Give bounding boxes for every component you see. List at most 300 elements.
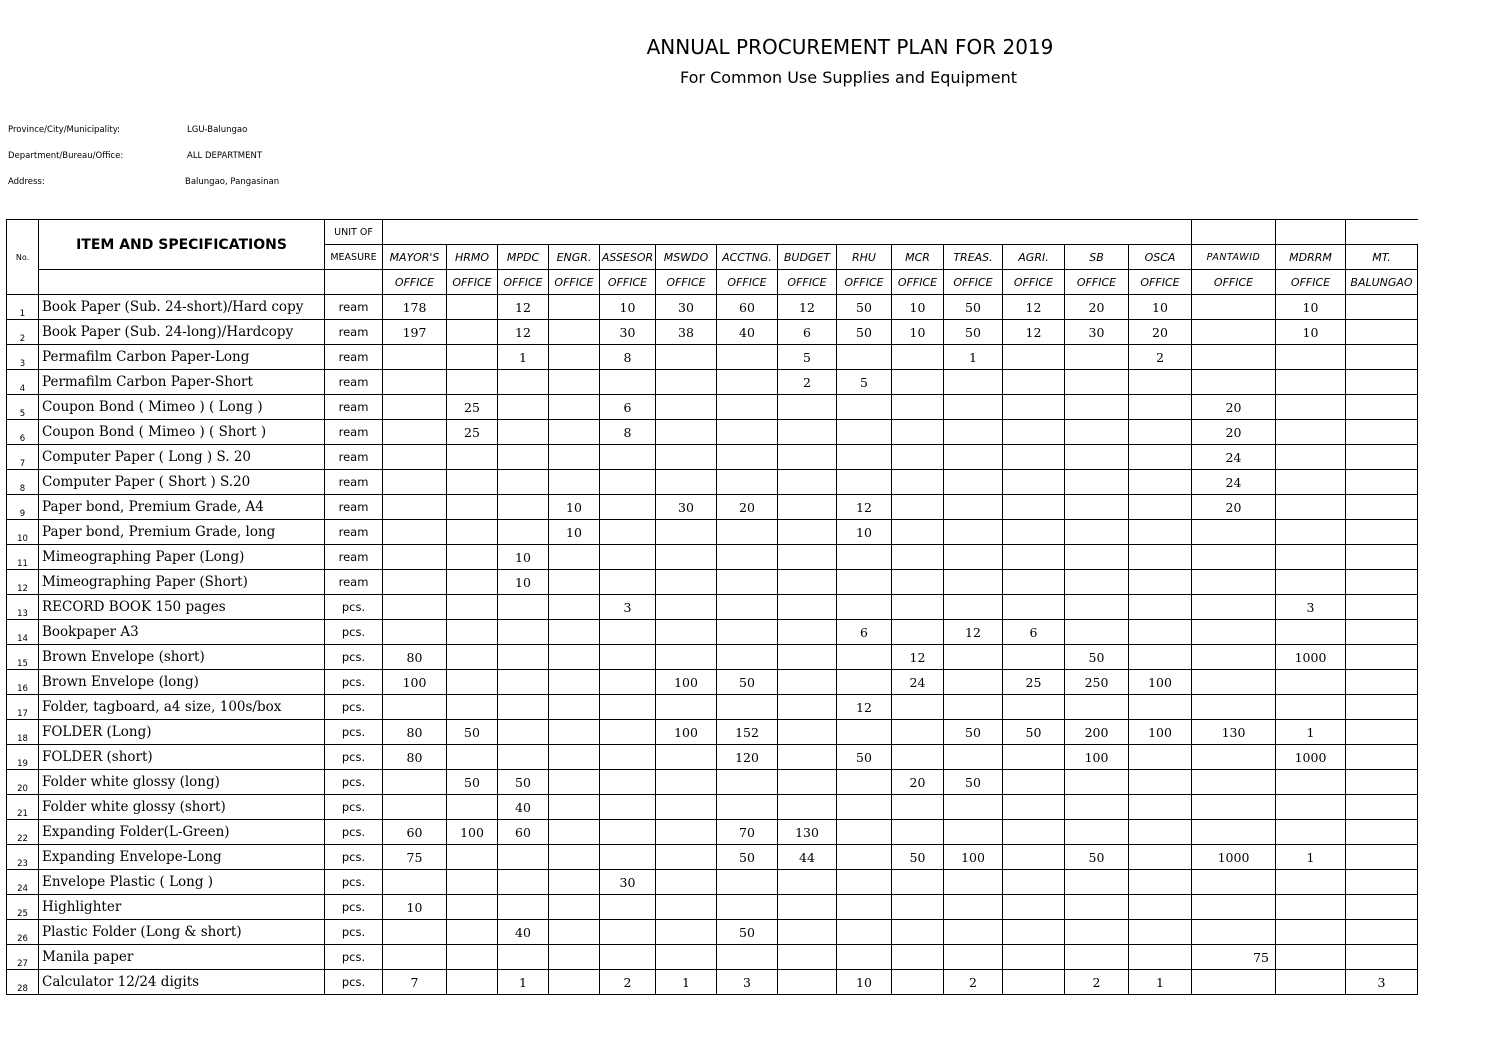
quantity-cell: 30 bbox=[1065, 320, 1129, 345]
quantity-cell bbox=[1003, 820, 1065, 845]
quantity-cell bbox=[498, 595, 549, 620]
quantity-cell: 1000 bbox=[1192, 845, 1276, 870]
quantity-cell bbox=[1192, 320, 1276, 345]
table-row bbox=[7, 770, 1418, 795]
quantity-cell: 40 bbox=[498, 795, 549, 820]
unit-of-measure: pcs. bbox=[325, 895, 383, 920]
quantity-cell bbox=[717, 545, 778, 570]
quantity-cell bbox=[600, 645, 656, 670]
quantity-cell: 50 bbox=[1065, 845, 1129, 870]
quantity-cell: 12 bbox=[837, 495, 892, 520]
header-office-1-bottom: OFFICE bbox=[447, 270, 498, 295]
quantity-cell: 50 bbox=[837, 745, 892, 770]
quantity-cell bbox=[892, 870, 944, 895]
quantity-cell bbox=[656, 395, 717, 420]
unit-of-measure: pcs. bbox=[325, 670, 383, 695]
quantity-cell bbox=[1065, 820, 1129, 845]
quantity-cell: 30 bbox=[600, 870, 656, 895]
quantity-cell bbox=[892, 920, 944, 945]
row-number: 7 bbox=[7, 445, 39, 470]
quantity-cell bbox=[447, 795, 498, 820]
quantity-cell bbox=[944, 895, 1003, 920]
table-row bbox=[7, 445, 1418, 470]
unit-of-measure: ream bbox=[325, 570, 383, 595]
unit-of-measure: ream bbox=[325, 395, 383, 420]
item-name: Envelope Plastic ( Long ) bbox=[39, 870, 325, 895]
quantity-cell: 50 bbox=[892, 845, 944, 870]
quantity-cell bbox=[892, 945, 944, 970]
quantity-cell: 1 bbox=[944, 345, 1003, 370]
quantity-cell: 50 bbox=[1065, 645, 1129, 670]
quantity-cell bbox=[383, 545, 447, 570]
meta-value-address: Balungao, Pangasinan bbox=[185, 177, 280, 187]
quantity-cell bbox=[1065, 420, 1129, 445]
quantity-cell bbox=[1129, 595, 1192, 620]
row-number: 4 bbox=[7, 370, 39, 395]
quantity-cell: 10 bbox=[1129, 295, 1192, 320]
table-row bbox=[7, 870, 1418, 895]
quantity-cell bbox=[600, 720, 656, 745]
quantity-cell bbox=[837, 470, 892, 495]
quantity-cell bbox=[778, 595, 837, 620]
quantity-cell bbox=[1129, 920, 1192, 945]
unit-of-measure: pcs. bbox=[325, 945, 383, 970]
quantity-cell bbox=[892, 695, 944, 720]
quantity-cell bbox=[778, 470, 837, 495]
quantity-cell bbox=[717, 370, 778, 395]
quantity-cell: 10 bbox=[549, 495, 600, 520]
quantity-cell bbox=[1129, 470, 1192, 495]
quantity-cell bbox=[1065, 870, 1129, 895]
header-pantawid-band bbox=[1192, 220, 1276, 245]
quantity-cell: 3 bbox=[1276, 595, 1346, 620]
header-office-4-top: ASSESOR bbox=[600, 245, 656, 270]
quantity-cell bbox=[837, 795, 892, 820]
quantity-cell bbox=[1129, 895, 1192, 920]
quantity-cell bbox=[656, 545, 717, 570]
quantity-cell: 8 bbox=[600, 345, 656, 370]
quantity-cell bbox=[1129, 495, 1192, 520]
quantity-cell bbox=[837, 895, 892, 920]
quantity-cell: 1 bbox=[1129, 970, 1192, 995]
quantity-cell bbox=[656, 370, 717, 395]
quantity-cell: 10 bbox=[383, 895, 447, 920]
quantity-cell bbox=[1129, 520, 1192, 545]
table-row bbox=[7, 920, 1418, 945]
quantity-cell bbox=[1065, 920, 1129, 945]
quantity-cell bbox=[778, 720, 837, 745]
quantity-cell bbox=[1346, 520, 1418, 545]
quantity-cell bbox=[778, 945, 837, 970]
quantity-cell bbox=[717, 620, 778, 645]
quantity-cell: 100 bbox=[656, 720, 717, 745]
quantity-cell bbox=[837, 845, 892, 870]
quantity-cell bbox=[892, 820, 944, 845]
quantity-cell bbox=[837, 445, 892, 470]
quantity-cell bbox=[1346, 795, 1418, 820]
quantity-cell: 20 bbox=[1129, 320, 1192, 345]
quantity-cell bbox=[549, 645, 600, 670]
quantity-cell bbox=[1065, 470, 1129, 495]
quantity-cell bbox=[1003, 445, 1065, 470]
quantity-cell bbox=[717, 895, 778, 920]
quantity-cell: 1 bbox=[656, 970, 717, 995]
unit-of-measure: ream bbox=[325, 370, 383, 395]
quantity-cell bbox=[498, 395, 549, 420]
quantity-cell bbox=[498, 695, 549, 720]
quantity-cell bbox=[447, 870, 498, 895]
quantity-cell bbox=[837, 920, 892, 945]
quantity-cell bbox=[549, 620, 600, 645]
unit-of-measure: pcs. bbox=[325, 920, 383, 945]
item-name: Mimeographing Paper (Short) bbox=[39, 570, 325, 595]
quantity-cell bbox=[1276, 395, 1346, 420]
table-row bbox=[7, 620, 1418, 645]
quantity-cell bbox=[600, 820, 656, 845]
quantity-cell bbox=[600, 920, 656, 945]
quantity-cell bbox=[892, 570, 944, 595]
quantity-cell bbox=[1003, 945, 1065, 970]
unit-of-measure: ream bbox=[325, 520, 383, 545]
quantity-cell bbox=[1192, 970, 1276, 995]
quantity-cell bbox=[892, 545, 944, 570]
quantity-cell bbox=[944, 420, 1003, 445]
quantity-cell bbox=[944, 570, 1003, 595]
quantity-cell bbox=[1276, 945, 1346, 970]
quantity-cell bbox=[944, 695, 1003, 720]
unit-of-measure: ream bbox=[325, 320, 383, 345]
quantity-cell bbox=[837, 770, 892, 795]
row-number: 19 bbox=[7, 745, 39, 770]
quantity-cell bbox=[600, 945, 656, 970]
quantity-cell bbox=[1003, 420, 1065, 445]
quantity-cell bbox=[778, 770, 837, 795]
quantity-cell bbox=[447, 920, 498, 945]
row-number: 10 bbox=[7, 520, 39, 545]
quantity-cell bbox=[1192, 920, 1276, 945]
quantity-cell bbox=[1003, 595, 1065, 620]
quantity-cell: 3 bbox=[600, 595, 656, 620]
meta-label-province: Province/City/Municipality: bbox=[8, 125, 120, 135]
quantity-cell bbox=[837, 945, 892, 970]
quantity-cell bbox=[717, 345, 778, 370]
quantity-cell bbox=[1003, 345, 1065, 370]
quantity-cell bbox=[549, 895, 600, 920]
quantity-cell bbox=[944, 945, 1003, 970]
quantity-cell bbox=[892, 745, 944, 770]
quantity-cell bbox=[447, 470, 498, 495]
quantity-cell bbox=[549, 370, 600, 395]
table-row bbox=[7, 745, 1418, 770]
header-office-6-bottom: OFFICE bbox=[717, 270, 778, 295]
quantity-cell bbox=[1065, 345, 1129, 370]
quantity-cell bbox=[656, 745, 717, 770]
quantity-cell bbox=[944, 795, 1003, 820]
unit-of-measure: ream bbox=[325, 545, 383, 570]
quantity-cell bbox=[447, 520, 498, 545]
quantity-cell: 130 bbox=[778, 820, 837, 845]
quantity-cell: 25 bbox=[447, 395, 498, 420]
quantity-cell bbox=[1192, 670, 1276, 695]
quantity-cell bbox=[892, 795, 944, 820]
quantity-cell: 80 bbox=[383, 720, 447, 745]
quantity-cell bbox=[656, 795, 717, 820]
quantity-cell: 100 bbox=[383, 670, 447, 695]
quantity-cell bbox=[944, 470, 1003, 495]
meta-label-department: Department/Bureau/Office: bbox=[8, 151, 124, 161]
item-name: Paper bond, Premium Grade, long bbox=[39, 520, 325, 545]
quantity-cell bbox=[1003, 970, 1065, 995]
quantity-cell bbox=[717, 870, 778, 895]
header-office-5-bottom: OFFICE bbox=[656, 270, 717, 295]
quantity-cell: 80 bbox=[383, 645, 447, 670]
quantity-cell bbox=[1003, 845, 1065, 870]
quantity-cell: 12 bbox=[778, 295, 837, 320]
row-number: 11 bbox=[7, 545, 39, 570]
quantity-cell: 12 bbox=[944, 620, 1003, 645]
quantity-cell bbox=[1003, 895, 1065, 920]
quantity-cell: 20 bbox=[1065, 295, 1129, 320]
quantity-cell bbox=[600, 695, 656, 720]
header-office-11-top: AGRI. bbox=[1003, 245, 1065, 270]
meta-label-address: Address: bbox=[8, 177, 45, 187]
row-number: 3 bbox=[7, 345, 39, 370]
header-office-9-bottom: OFFICE bbox=[892, 270, 944, 295]
quantity-cell: 20 bbox=[1192, 420, 1276, 445]
item-name: Book Paper (Sub. 24-long)/Hardcopy bbox=[39, 320, 325, 345]
unit-of-measure: pcs. bbox=[325, 720, 383, 745]
quantity-cell bbox=[1346, 295, 1418, 320]
quantity-cell bbox=[447, 495, 498, 520]
row-number: 23 bbox=[7, 845, 39, 870]
header-unit-line1: UNIT OF bbox=[325, 220, 383, 245]
quantity-cell bbox=[1129, 445, 1192, 470]
quantity-cell bbox=[1276, 895, 1346, 920]
quantity-cell bbox=[892, 345, 944, 370]
quantity-cell bbox=[1129, 945, 1192, 970]
quantity-cell bbox=[1003, 645, 1065, 670]
quantity-cell bbox=[1346, 870, 1418, 895]
quantity-cell bbox=[383, 495, 447, 520]
quantity-cell bbox=[656, 695, 717, 720]
quantity-cell bbox=[1065, 495, 1129, 520]
quantity-cell: 20 bbox=[1192, 395, 1276, 420]
header-no: No. bbox=[7, 220, 39, 295]
quantity-cell bbox=[1003, 570, 1065, 595]
unit-of-measure: ream bbox=[325, 470, 383, 495]
quantity-cell bbox=[1003, 545, 1065, 570]
quantity-cell bbox=[778, 695, 837, 720]
quantity-cell: 25 bbox=[447, 420, 498, 445]
quantity-cell bbox=[1276, 770, 1346, 795]
quantity-cell bbox=[1129, 645, 1192, 670]
quantity-cell bbox=[1346, 845, 1418, 870]
quantity-cell: 50 bbox=[447, 770, 498, 795]
quantity-cell bbox=[1346, 720, 1418, 745]
quantity-cell bbox=[656, 445, 717, 470]
quantity-cell bbox=[1346, 595, 1418, 620]
quantity-cell bbox=[383, 520, 447, 545]
quantity-cell bbox=[549, 395, 600, 420]
table-row bbox=[7, 545, 1418, 570]
quantity-cell bbox=[549, 570, 600, 595]
row-number: 1 bbox=[7, 295, 39, 320]
quantity-cell bbox=[1129, 695, 1192, 720]
quantity-cell bbox=[656, 895, 717, 920]
quantity-cell bbox=[717, 645, 778, 670]
quantity-cell bbox=[447, 745, 498, 770]
quantity-cell: 1000 bbox=[1276, 645, 1346, 670]
quantity-cell bbox=[447, 970, 498, 995]
unit-of-measure: ream bbox=[325, 420, 383, 445]
quantity-cell bbox=[1346, 320, 1418, 345]
quantity-cell bbox=[447, 895, 498, 920]
quantity-cell bbox=[1276, 820, 1346, 845]
quantity-cell bbox=[778, 870, 837, 895]
quantity-cell bbox=[549, 970, 600, 995]
quantity-cell bbox=[1129, 395, 1192, 420]
item-name: Highlighter bbox=[39, 895, 325, 920]
quantity-cell bbox=[656, 595, 717, 620]
quantity-cell bbox=[1129, 845, 1192, 870]
quantity-cell bbox=[892, 395, 944, 420]
quantity-cell bbox=[549, 545, 600, 570]
unit-of-measure: pcs. bbox=[325, 645, 383, 670]
quantity-cell bbox=[778, 670, 837, 695]
quantity-cell bbox=[1346, 695, 1418, 720]
header-office-13-top: OSCA bbox=[1129, 245, 1192, 270]
quantity-cell bbox=[778, 795, 837, 820]
quantity-cell bbox=[1003, 770, 1065, 795]
header-office-4-bottom: OFFICE bbox=[600, 270, 656, 295]
quantity-cell bbox=[549, 770, 600, 795]
quantity-cell bbox=[549, 920, 600, 945]
item-name: Folder white glossy (long) bbox=[39, 770, 325, 795]
table-row bbox=[7, 420, 1418, 445]
quantity-cell bbox=[944, 820, 1003, 845]
quantity-cell: 24 bbox=[892, 670, 944, 695]
table-row bbox=[7, 295, 1418, 320]
quantity-cell bbox=[383, 870, 447, 895]
table-row bbox=[7, 520, 1418, 545]
quantity-cell bbox=[1346, 445, 1418, 470]
quantity-cell bbox=[1192, 745, 1276, 770]
quantity-cell bbox=[498, 495, 549, 520]
quantity-cell bbox=[447, 695, 498, 720]
quantity-cell bbox=[1065, 770, 1129, 795]
quantity-cell bbox=[778, 620, 837, 645]
quantity-cell bbox=[549, 870, 600, 895]
header-office-5-top: MSWDO bbox=[656, 245, 717, 270]
quantity-cell bbox=[549, 670, 600, 695]
quantity-cell bbox=[383, 370, 447, 395]
header-row-3 bbox=[7, 270, 1418, 295]
quantity-cell bbox=[717, 420, 778, 445]
quantity-cell bbox=[600, 670, 656, 695]
quantity-cell bbox=[837, 595, 892, 620]
quantity-cell bbox=[892, 520, 944, 545]
quantity-cell: 120 bbox=[717, 745, 778, 770]
header-office-15-top: MDRRM bbox=[1276, 245, 1346, 270]
quantity-cell bbox=[656, 620, 717, 645]
quantity-cell bbox=[1192, 770, 1276, 795]
quantity-cell bbox=[498, 470, 549, 495]
row-number: 17 bbox=[7, 695, 39, 720]
row-number: 14 bbox=[7, 620, 39, 645]
quantity-cell: 10 bbox=[1276, 320, 1346, 345]
quantity-cell bbox=[498, 520, 549, 545]
quantity-cell bbox=[1065, 620, 1129, 645]
row-number: 21 bbox=[7, 795, 39, 820]
quantity-cell: 50 bbox=[447, 720, 498, 745]
header-office-15-bottom: OFFICE bbox=[1276, 270, 1346, 295]
quantity-cell bbox=[837, 395, 892, 420]
quantity-cell bbox=[549, 945, 600, 970]
quantity-cell bbox=[1065, 520, 1129, 545]
quantity-cell bbox=[1276, 420, 1346, 445]
quantity-cell: 100 bbox=[656, 670, 717, 695]
row-number: 12 bbox=[7, 570, 39, 595]
quantity-cell bbox=[1065, 545, 1129, 570]
quantity-cell: 100 bbox=[447, 820, 498, 845]
item-name: Brown Envelope (short) bbox=[39, 645, 325, 670]
page-subtitle: For Common Use Supplies and Equipment bbox=[679, 68, 1017, 87]
quantity-cell bbox=[549, 745, 600, 770]
quantity-cell bbox=[1346, 645, 1418, 670]
quantity-cell bbox=[778, 895, 837, 920]
row-number: 24 bbox=[7, 870, 39, 895]
header-office-3-top: ENGR. bbox=[549, 245, 600, 270]
unit-of-measure: pcs. bbox=[325, 970, 383, 995]
quantity-cell bbox=[1276, 545, 1346, 570]
quantity-cell bbox=[549, 820, 600, 845]
quantity-cell bbox=[447, 345, 498, 370]
quantity-cell: 10 bbox=[837, 520, 892, 545]
quantity-cell: 2 bbox=[600, 970, 656, 995]
page-title: ANNUAL PROCUREMENT PLAN FOR 2019 bbox=[646, 35, 1054, 59]
quantity-cell bbox=[1192, 295, 1276, 320]
header-office-11-bottom: OFFICE bbox=[1003, 270, 1065, 295]
quantity-cell bbox=[1276, 470, 1346, 495]
quantity-cell: 20 bbox=[717, 495, 778, 520]
quantity-cell: 50 bbox=[498, 770, 549, 795]
quantity-cell bbox=[549, 595, 600, 620]
quantity-cell bbox=[1129, 795, 1192, 820]
quantity-cell bbox=[892, 445, 944, 470]
quantity-cell bbox=[1276, 870, 1346, 895]
quantity-cell bbox=[778, 520, 837, 545]
quantity-cell bbox=[549, 420, 600, 445]
table-row bbox=[7, 945, 1418, 970]
quantity-cell bbox=[656, 345, 717, 370]
quantity-cell bbox=[944, 370, 1003, 395]
row-number: 27 bbox=[7, 945, 39, 970]
quantity-cell bbox=[600, 370, 656, 395]
item-name: Calculator 12/24 digits bbox=[39, 970, 325, 995]
quantity-cell bbox=[498, 945, 549, 970]
quantity-cell bbox=[944, 745, 1003, 770]
quantity-cell bbox=[600, 845, 656, 870]
quantity-cell: 5 bbox=[778, 345, 837, 370]
quantity-cell bbox=[837, 870, 892, 895]
unit-of-measure: pcs. bbox=[325, 620, 383, 645]
quantity-cell bbox=[944, 920, 1003, 945]
quantity-cell bbox=[1192, 370, 1276, 395]
header-office-10-top: TREAS. bbox=[944, 245, 1003, 270]
quantity-cell: 7 bbox=[383, 970, 447, 995]
quantity-cell bbox=[1065, 370, 1129, 395]
quantity-cell bbox=[383, 345, 447, 370]
